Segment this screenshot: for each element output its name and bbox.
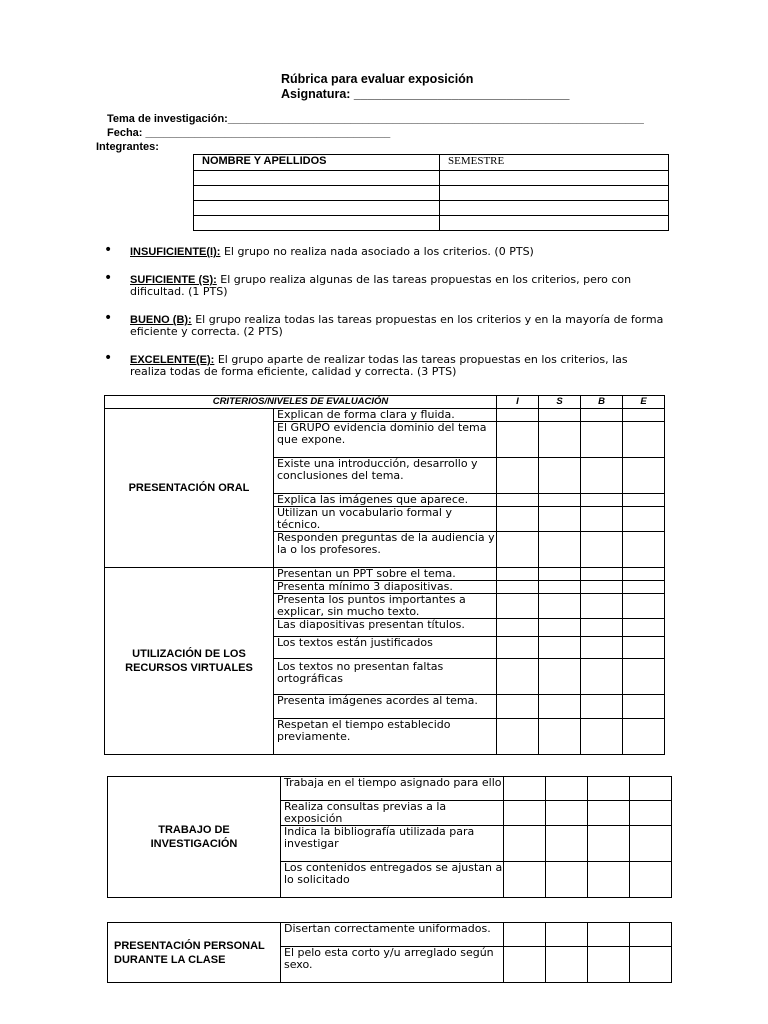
table-row (108, 923, 672, 947)
score-cell[interactable] (546, 947, 588, 983)
criterion: Realiza consultas previas a la exposición (281, 801, 504, 826)
score-cell[interactable] (497, 594, 539, 619)
score-cell[interactable] (588, 862, 630, 898)
level-excelente (104, 350, 664, 378)
criterion: Los textos están justificados (274, 637, 497, 659)
level-col-i: I (497, 396, 539, 409)
criterion: Explica las imágenes que aparece. (274, 494, 497, 507)
research-table (107, 776, 672, 898)
table-row (105, 568, 665, 581)
table-row (194, 216, 669, 231)
criterion: Las diapositivas presentan títulos. (274, 619, 497, 637)
score-cell[interactable] (623, 458, 665, 494)
area-oral: PRESENTACIÓN ORAL (105, 409, 274, 568)
score-cell[interactable] (630, 777, 672, 801)
score-cell[interactable] (630, 826, 672, 862)
criterion: Presenta imágenes acordes al tema. (274, 695, 497, 719)
semester-cell[interactable] (440, 201, 669, 216)
members-label: Integrantes: (96, 141, 159, 153)
score-cell[interactable] (623, 637, 665, 659)
bullet-icon: • (104, 242, 113, 258)
score-cell[interactable] (588, 923, 630, 947)
score-cell[interactable] (539, 568, 581, 581)
document-title: Rúbrica para evaluar exposición (281, 72, 474, 86)
bullet-icon: • (104, 350, 113, 366)
score-cell[interactable] (497, 494, 539, 507)
level-description: El grupo realiza todas las tareas propuestas en los criterios y en la mayoría de forma eficiente y correcta. (2 PTS) (130, 313, 664, 338)
criterion: Presenta mínimo 3 diapositivas. (274, 581, 497, 594)
score-cell[interactable] (588, 777, 630, 801)
rubric-table (104, 395, 665, 755)
score-cell[interactable] (581, 409, 623, 422)
level-description: El grupo realiza algunas de las tareas propuestas en los criterios, pero con dificultad. (1 PTS) (130, 273, 632, 298)
score-cell[interactable] (546, 862, 588, 898)
criterion: Los textos no presentan faltas ortográficas (274, 659, 497, 695)
score-cell[interactable] (581, 581, 623, 594)
table-row (194, 186, 669, 201)
score-cell[interactable] (581, 532, 623, 568)
criterion: Respetan el tiempo establecido previamente. (274, 719, 497, 755)
score-cell[interactable] (539, 594, 581, 619)
members-table (193, 154, 669, 231)
score-cell[interactable] (504, 826, 546, 862)
score-cell[interactable] (588, 947, 630, 983)
level-label: EXCELENTE(E): (130, 354, 215, 366)
score-cell[interactable] (539, 637, 581, 659)
score-cell[interactable] (623, 409, 665, 422)
semester-column-header: SEMESTRE (440, 155, 669, 171)
level-label: BUENO (B): (130, 314, 192, 326)
score-cell[interactable] (623, 619, 665, 637)
score-cell[interactable] (623, 494, 665, 507)
score-cell[interactable] (539, 494, 581, 507)
score-cell[interactable] (497, 507, 539, 532)
score-cell[interactable] (581, 422, 623, 458)
score-cell[interactable] (623, 719, 665, 755)
score-cell[interactable] (539, 581, 581, 594)
score-cell[interactable] (539, 532, 581, 568)
score-cell[interactable] (546, 923, 588, 947)
score-cell[interactable] (539, 409, 581, 422)
table-row (194, 171, 669, 186)
score-cell[interactable] (497, 458, 539, 494)
score-cell[interactable] (630, 947, 672, 983)
level-col-e: E (623, 396, 665, 409)
topic-line: Tema de investigación:____________________________________________________________________ (107, 113, 644, 125)
score-cell[interactable] (539, 719, 581, 755)
personal-table (107, 922, 672, 983)
criterion: Presenta los puntos importantes a explicar, sin mucho texto. (274, 594, 497, 619)
rubric-header: CRITERIOS/NIVELES DE EVALUACIÓN (105, 396, 497, 409)
score-cell[interactable] (623, 532, 665, 568)
area-personal: PRESENTACIÓN PERSONAL DURANTE LA CLASE (108, 923, 281, 983)
score-cell[interactable] (581, 507, 623, 532)
score-cell[interactable] (630, 801, 672, 826)
score-cell[interactable] (504, 777, 546, 801)
score-cell[interactable] (539, 619, 581, 637)
score-cell[interactable] (546, 801, 588, 826)
score-cell[interactable] (623, 659, 665, 695)
score-cell[interactable] (497, 581, 539, 594)
level-insuficiente (104, 242, 664, 258)
criterion: Trabaja en el tiempo asignado para ello (281, 777, 504, 801)
score-cell[interactable] (497, 568, 539, 581)
table-row (108, 777, 672, 801)
score-cell[interactable] (623, 507, 665, 532)
criterion: Existe una introducción, desarrollo y conclusiones del tema. (274, 458, 497, 494)
date-line: Fecha: ________________________________________ (107, 127, 391, 139)
name-cell[interactable] (194, 201, 440, 216)
score-cell[interactable] (630, 923, 672, 947)
score-cell[interactable] (588, 826, 630, 862)
level-description: El grupo aparte de realizar todas las tareas propuestas en los criterios, las realiza todas de forma eficiente, calidad y correcta. (3 PTS) (130, 353, 628, 378)
score-cell[interactable] (497, 619, 539, 637)
score-cell[interactable] (630, 862, 672, 898)
score-cell[interactable] (497, 422, 539, 458)
subject-line: Asignatura: _______________________________ (281, 87, 570, 101)
semester-cell[interactable] (440, 216, 669, 231)
score-cell[interactable] (623, 594, 665, 619)
criterion: Utilizan un vocabulario formal y técnico. (274, 507, 497, 532)
level-description: El grupo no realiza nada asociado a los criterios. (0 PTS) (220, 245, 534, 258)
score-cell[interactable] (539, 659, 581, 695)
criterion: El GRUPO evidencia dominio del tema que expone. (274, 422, 497, 458)
name-column-header: NOMBRE Y APELLIDOS (194, 155, 440, 171)
score-cell[interactable] (497, 532, 539, 568)
level-suficiente (104, 270, 664, 298)
level-bueno (104, 310, 664, 338)
score-cell[interactable] (539, 507, 581, 532)
score-cell[interactable] (581, 659, 623, 695)
score-cell[interactable] (504, 801, 546, 826)
criterion: Responden preguntas de la audiencia y la o los profesores. (274, 532, 497, 568)
name-cell[interactable] (194, 216, 440, 231)
score-cell[interactable] (546, 826, 588, 862)
table-row (105, 409, 665, 422)
score-cell[interactable] (581, 637, 623, 659)
name-cell[interactable] (194, 186, 440, 201)
score-cell[interactable] (623, 581, 665, 594)
name-cell[interactable] (194, 171, 440, 186)
bullet-icon: • (104, 310, 113, 326)
level-label: SUFICIENTE (S): (130, 274, 217, 286)
score-cell[interactable] (497, 659, 539, 695)
criterion: El pelo esta corto y/u arreglado según sexo. (281, 947, 504, 983)
score-cell[interactable] (504, 862, 546, 898)
score-cell[interactable] (623, 695, 665, 719)
score-cell[interactable] (623, 568, 665, 581)
score-cell[interactable] (581, 568, 623, 581)
level-col-s: S (539, 396, 581, 409)
semester-cell[interactable] (440, 171, 669, 186)
score-cell[interactable] (581, 594, 623, 619)
score-cell[interactable] (504, 923, 546, 947)
level-label: INSUFICIENTE(I): (130, 246, 221, 258)
score-cell[interactable] (497, 695, 539, 719)
semester-cell[interactable] (440, 186, 669, 201)
score-cell[interactable] (497, 409, 539, 422)
score-cell[interactable] (581, 719, 623, 755)
score-cell[interactable] (581, 695, 623, 719)
score-cell[interactable] (581, 619, 623, 637)
criterion: Disertan correctamente uniformados. (281, 923, 504, 947)
levels-list (104, 242, 664, 394)
score-cell[interactable] (504, 947, 546, 983)
criterion: Presentan un PPT sobre el tema. (274, 568, 497, 581)
score-cell[interactable] (497, 637, 539, 659)
score-cell[interactable] (539, 458, 581, 494)
criterion: Indica la bibliografía utilizada para investigar (281, 826, 504, 862)
criterion: Explican de forma clara y fluida. (274, 409, 497, 422)
score-cell[interactable] (581, 494, 623, 507)
score-cell[interactable] (539, 422, 581, 458)
table-row (194, 201, 669, 216)
score-cell[interactable] (539, 695, 581, 719)
area-research: TRABAJO DE INVESTIGACIÓN (108, 777, 281, 898)
score-cell[interactable] (623, 422, 665, 458)
score-cell[interactable] (497, 719, 539, 755)
area-virtual: UTILIZACIÓN DE LOS RECURSOS VIRTUALES (105, 568, 274, 755)
bullet-icon: • (104, 270, 113, 286)
level-col-b: B (581, 396, 623, 409)
criterion: Los contenidos entregados se ajustan a lo solicitado (281, 862, 504, 898)
score-cell[interactable] (546, 777, 588, 801)
score-cell[interactable] (588, 801, 630, 826)
score-cell[interactable] (581, 458, 623, 494)
